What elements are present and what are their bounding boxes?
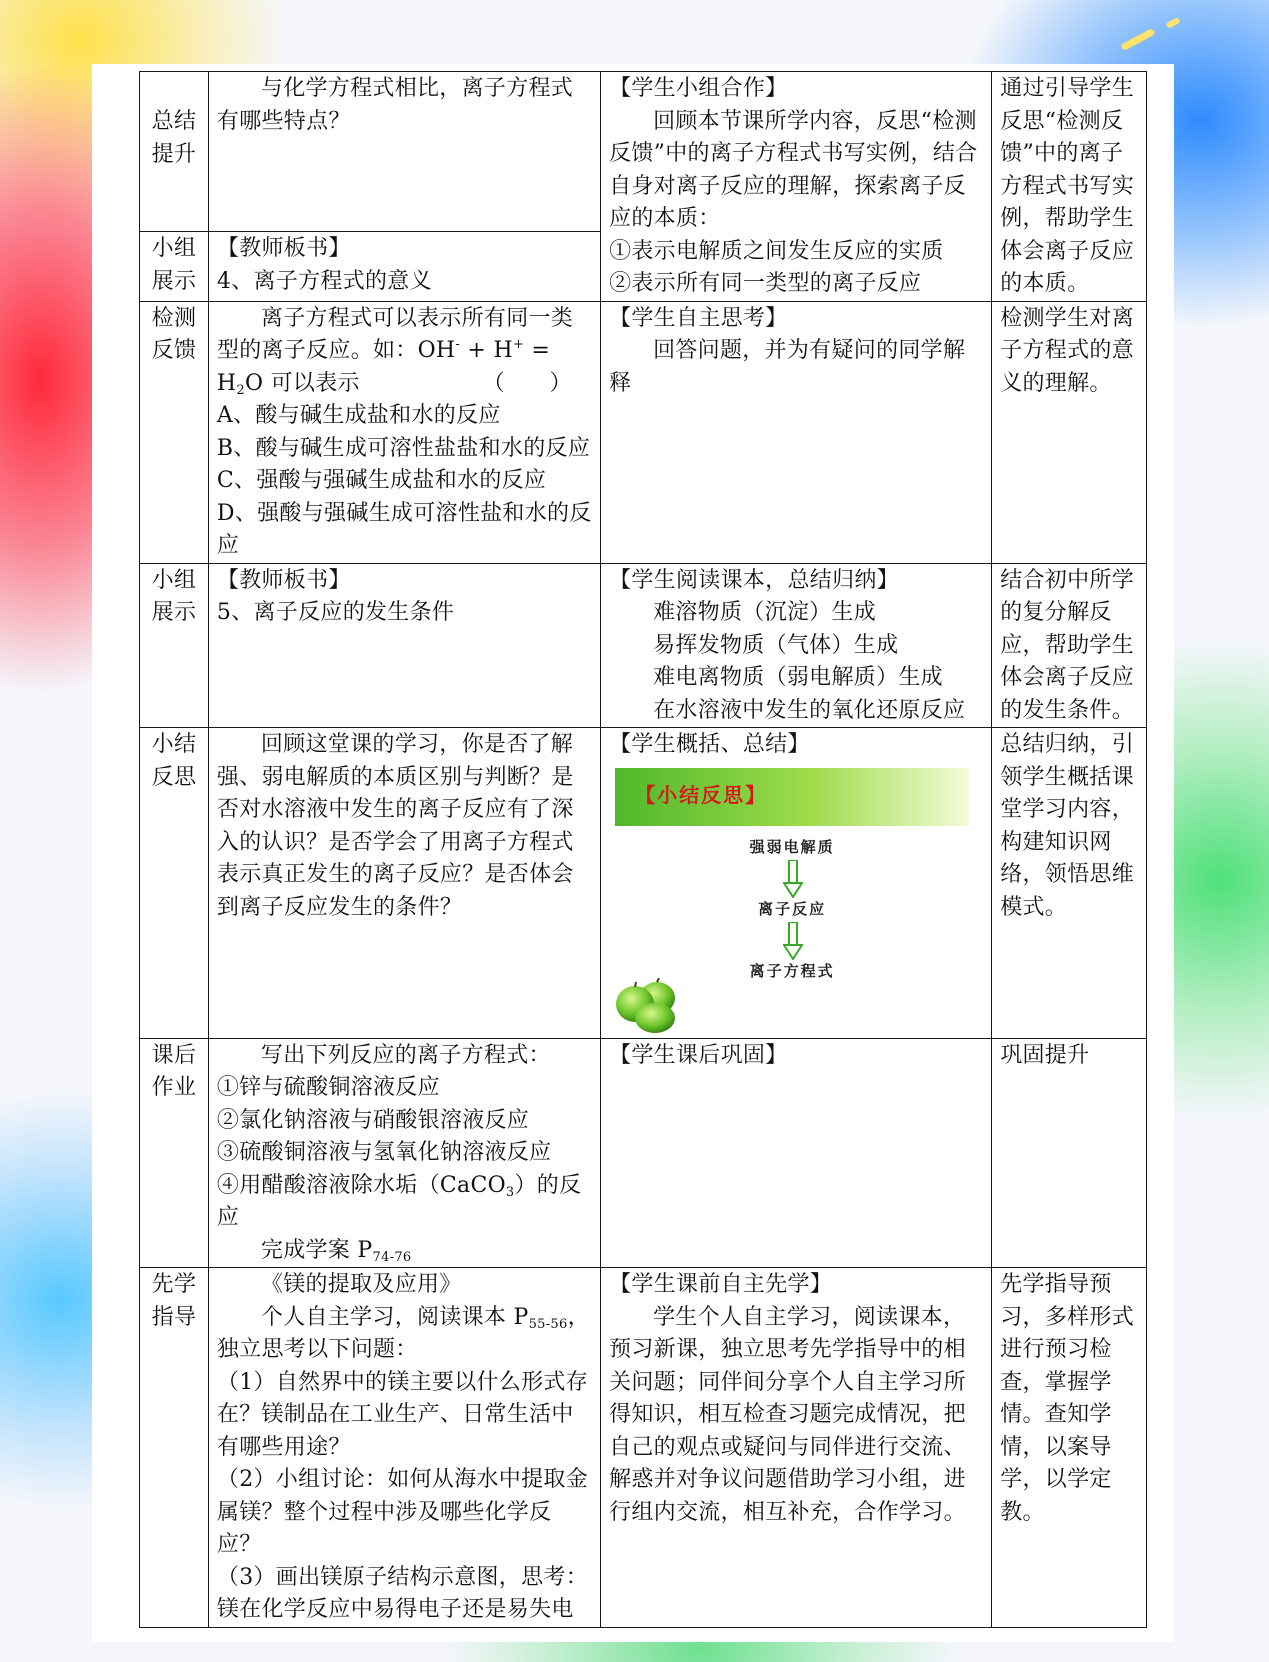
student-activity-title: 【学生课后巩固】 [609,1042,788,1068]
stage-cell: 总结 提升 [140,72,209,232]
stage-cell: 先学 指导 [140,1268,209,1628]
preview-question: （3）画出镁原子结构示意图，思考：镁在化学反应中易得电子还是易失电 [216,1564,588,1622]
document-page [92,64,1174,1642]
student-activity-cell: 【学生自主思考】 回答问题，并为有疑问的同学解释 [601,301,992,563]
student-activity-title: 【学生自主思考】 [609,305,788,331]
decorative-stroke [1165,17,1180,29]
homework-item: ②氯化钠溶液与硝酸银溶液反应 [216,1107,530,1133]
design-intent-cell: 通过引导学生反思“检测反馈”中的离子方程式书写实例，帮助学生体会离子反应的本质。 [992,72,1147,302]
workbook-reference: 完成学案 $P_{74-76}$ [260,1237,412,1265]
design-intent-cell: 先学指导预习，多样形式进行预习检查，掌握学情。查知学情，以案导学，以学定教。 [992,1268,1147,1628]
preview-question: （2）小组讨论：如何从海水中提取金属镁？整个过程中涉及哪些化学反应？ [216,1467,588,1557]
board-writing-title: 【教师板书】 [216,567,351,593]
homework-item: ③硫酸铜溶液与氢氧化钠溶液反应 [216,1140,552,1165]
student-activity-title: 【学生概括、总结】 [609,732,810,757]
stage-cell: 检测 反馈 [140,301,209,563]
lesson-plan-table [139,71,1147,1628]
stage-cell: 小组 展示 [140,563,209,728]
stage-cell: 小结 反思 [140,728,209,1039]
design-intent-cell: 巩固提升 [992,1038,1147,1268]
option-a: A、酸与碱生成盐和水的反应 [216,403,501,428]
homework-item: ①锌与硫酸铜溶液反应 [216,1075,440,1100]
teacher-activity-cell: 写出下列反应的离子方程式： ①锌与硫酸铜溶液反应 ②氯化钠溶液与硝酸银溶液反应 ③硫酸铜溶液与氢氧化钠溶液反应 ④用醋酸溶液除水垢（CaCO$_3$）的反应 完成学案 $P_{74-76}$ [208,1038,600,1268]
flow-step-ionic-equation: 离子方程式 [749,961,835,980]
decorative-stroke [1120,28,1155,51]
student-activity-cell: 【学生阅读课本，总结归纳】 难溶物质（沉淀）生成 易挥发物质（气体）生成 难电离物质（弱电解质）生成 在水溶液中发生的氧化还原反应 [601,563,992,728]
student-activity-cell: 【学生小组合作】 回顾本节课所学内容，反思“检测反馈”中的离子方程式书写实例，结合自身对离子反应的理解，探索离子反应的本质： ①表示电解质之间发生反应的实质 ②表示所有同一类型的离子反应 [601,72,992,302]
green-apples-icon [615,978,681,1034]
table-row [140,72,1147,232]
teacher-activity-cell [208,301,600,563]
design-intent-cell: 结合初中所学的复分解反应，帮助学生体会离子反应的发生条件。 [992,563,1147,728]
design-intent-cell: 总结归纳，引领学生概括课堂学习内容，构建知识网络，领悟思维模式。 [992,728,1147,1039]
option-c: C、强酸与强碱生成盐和水的反应 [216,468,547,493]
table-row [140,1268,1147,1628]
question-stem: 离子方程式可以表示所有同一类型的离子反应。如：$OH^- + H^+ = H_2O$ 可以表示 （ ） [216,305,574,398]
table-row [140,301,1147,563]
homework-item: ④用醋酸溶液除水垢（CaCO$_3$）的反应 [216,1172,582,1230]
flow-step-ionic-reaction: 离子反应 [758,899,827,918]
student-activity-title: 【学生阅读课本，总结归纳】 [609,567,899,593]
table-row [140,728,1147,1039]
teacher-activity-cell: 回顾这堂课的学习，你是否了解强、弱电解质的本质区别与判断？是否对水溶液中发生的离子反应有了深入的认识？是否学会了用离子方程式表示真正发生的离子反应？是否体会到离子反应发生的条件？ [208,728,600,1039]
student-activity-cell [601,728,992,1039]
preview-title: 《镁的提取及应用》 [260,1272,462,1297]
down-arrow-icon [783,860,803,898]
summary-diagram [615,768,971,1038]
summary-banner-label: 【小结反思】 [635,782,768,807]
table-row [140,563,1147,728]
teacher-activity-cell: 与化学方程式相比，离子方程式有哪些特点？ [208,72,600,232]
student-activity-title: 【学生小组合作】 [609,76,788,101]
student-activity-title: 【学生课前自主先学】 [609,1272,833,1297]
down-arrow-icon [783,922,803,960]
teacher-activity-cell: 【教师板书】 5、离子反应的发生条件 [208,563,600,728]
option-b: B、酸与碱生成可溶性盐盐和水的反应 [216,435,591,461]
design-intent-cell: 检测学生对离子方程式的意义的理解。 [992,301,1147,563]
stage-cell: 课后 作业 [140,1038,209,1268]
option-d: D、强酸与强碱生成可溶性盐和水的反应 [216,500,592,558]
flow-step-electrolyte: 强弱电解质 [749,837,835,856]
student-activity-cell: 【学生课前自主先学】 学生个人自主学习，阅读课本，预习新课，独立思考先学指导中的相关问题；同伴间分享个人自主学习所得知识，相互检查习题完成情况，把自己的观点或疑问与同伴进行交流、解惑并对争议问题借助学习小组，进行组内交流，相互补充，合作学习。 [601,1268,992,1628]
teacher-activity-cell: 【教师板书】 4、离子方程式的意义 [208,232,600,301]
stage-cell: 小组 展示 [140,232,209,301]
student-activity-cell [601,1038,992,1268]
teacher-activity-cell: 《镁的提取及应用》 个人自主学习，阅读课本 $P_{55-56}$，独立思考以下问题： （1）自然界中的镁主要以什么形式存在？镁制品在工业生产、日常生活中有哪些用途？ （2）小组讨论：如何从海水中提取金属镁？整个过程中涉及哪些化学反应？ （3）画出镁原子结构示意图，思考：镁在化学反应中易得电子还是易失电 [208,1268,600,1628]
preview-question: （1）自然界中的镁主要以什么形式存在？镁制品在工业生产、日常生活中有哪些用途？ [216,1369,588,1460]
summary-banner [615,768,969,826]
board-writing-title: 【教师板书】 [216,236,351,262]
table-row [140,1038,1147,1268]
